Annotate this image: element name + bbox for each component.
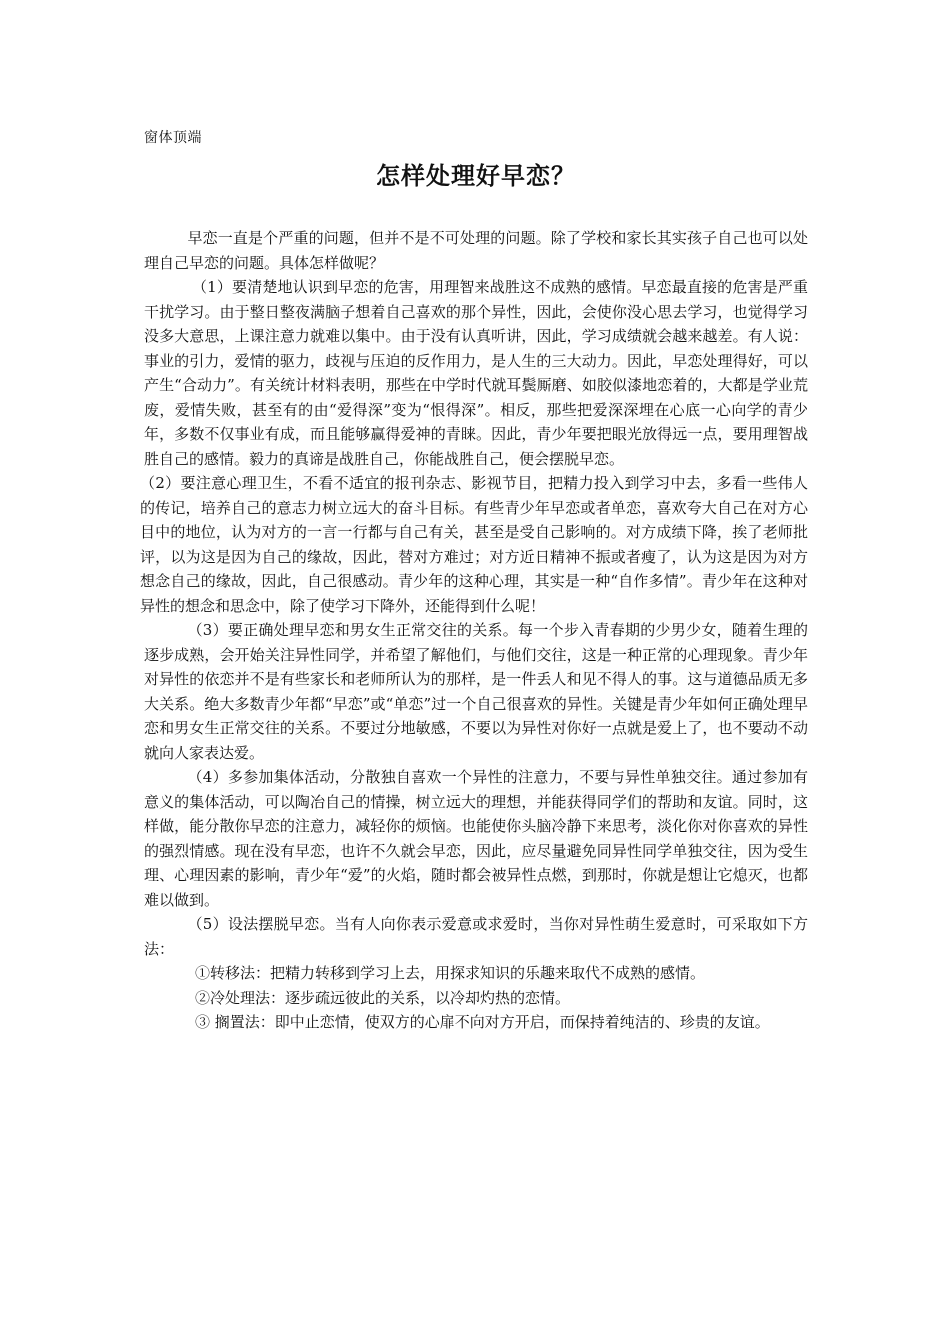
point-3-paragraph: （3）要正确处理早恋和男女生正常交往的关系。每一个步入青春期的少男少女，随着生理的逐步成熟，会开始关注异性同学，并希望了解他们，与他们交往，这是一种正常的心理现象。青少年对异性的依恋并不是有些家长和老师所认为的那样，是一件丢人和见不得人的事。这与道德品质无多大关系。绝大多数青少年都“早恋”或“单恋”过一个自己很喜欢的异性。关键是青少年如何正确处理早恋和男女生正常交往的关系。不要过分地敏感，不要以为异性对你好一点就是爱上了，也不要动不动就向人家表达爱。: [144, 621, 808, 762]
intro-paragraph: 早恋一直是个严重的问题，但并不是不可处理的问题。除了学校和家长其实孩子自己也可以处理自己早恋的问题。具体怎样做呢？: [144, 229, 808, 272]
method-1-item: ①转移法：把精力转移到学习上去，用探求知识的乐趣来取代不成熟的感情。: [195, 964, 706, 982]
point-2-paragraph: （2）要注意心理卫生，不看不适宜的报刊杂志、影视节目，把精力投入到学习中去，多看一些伟人的传记，培养自己的意志力树立远大的奋斗目标。有些青少年早恋或者单恋，喜欢夸大自己在对方心目中的地位，认为对方的一言一行都与自己有关，甚至是受自己影响的。对方成绩下降，挨了老师批评，以为这是因为自己的缘故，因此，替对方难过；对方近日精神不振或者瘦了，认为这是因为对方想念自己的缘故，因此，自己很感动。青少年的这种心理，其实是一种“自作多情”。青少年在这种对异性的想念和思念中，除了使学习下降外，还能得到什么呢！: [140, 474, 808, 615]
point-5-paragraph: （5）设法摆脱早恋。当有人向你表示爱意或求爱时，当你对异性萌生爱意时，可采取如下方法：: [144, 915, 808, 958]
method-2-item: ②冷处理法：逐步疏远彼此的关系，以冷却灼热的恋情。: [195, 988, 571, 1007]
article-body: [140, 226, 808, 1035]
page-title: 怎样处理好早恋？: [376, 161, 576, 190]
method-3-item: ③ 搁置法：即中止恋情，使双方的心扉不向对方开启，而保持着纯洁的、珍贵的友谊。: [195, 1013, 770, 1031]
form-top-marker: 窗体顶端: [144, 130, 202, 146]
document-page: [140, 0, 808, 1344]
point-4-paragraph: （4）多参加集体活动，分散独自喜欢一个异性的注意力，不要与异性单独交往。通过参加有意义的集体活动，可以陶冶自己的情操，树立远大的理想，并能获得同学们的帮助和友谊。同时，这样做，能分散你早恋的注意力，减轻你的烦恼。也能使你头脑冷静下来思考，淡化你对你喜欢的异性的强烈情感。现在没有早恋，也许不久就会早恋，因此，应尽量避免同异性同学单独交往，因为受生理、心理因素的影响，青少年“爱”的火焰，随时都会被异性点燃，到那时，你就是想让它熄灭，也都难以做到。: [144, 768, 808, 909]
point-1-paragraph: （1）要清楚地认识到早恋的危害，用理智来战胜这不成熟的感情。早恋最直接的危害是严重干扰学习。由于整日整夜满脑子想着自己喜欢的那个异性，因此，会使你没心思去学习，也觉得学习没多大意思，上课注意力就难以集中。由于没有认真听讲，因此，学习成绩就会越来越差。有人说：事业的引力，爱情的驱力，歧视与压迫的反作用力，是人生的三大动力。因此，早恋处理得好，可以产生“合动力”。有关统计材料表明，那些在中学时代就耳鬓厮磨、如胶似漆地恋着的，大都是学业荒废，爱情失败，甚至有的由“爱得深”变为“恨得深”。相反，那些把爱深深埋在心底一心向学的青少年，多数不仅事业有成，而且能够赢得爱神的青睐。因此，青少年要把眼光放得远一点，要用理智战胜自己的感情。毅力的真谛是战胜自己，你能战胜自己，便会摆脱早恋。: [144, 278, 808, 468]
